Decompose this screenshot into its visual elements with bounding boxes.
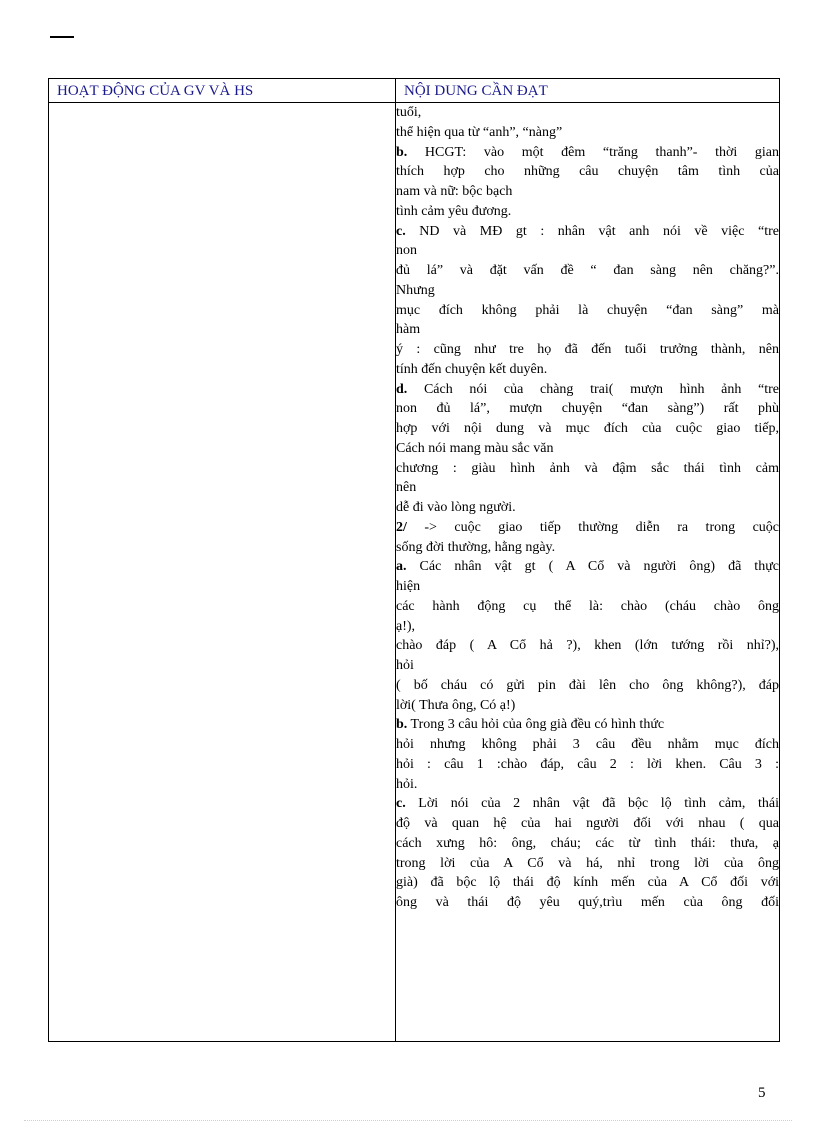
item-label: a. [396, 559, 407, 575]
content-line [396, 597, 779, 617]
line-text: lời( Thưa ông, Có ạ!) [396, 697, 516, 713]
content-line [396, 399, 779, 419]
column-header-content: NỘI DUNG CẦN ĐẠT [396, 79, 780, 103]
line-text: nam và nữ: bộc bạch [396, 184, 513, 199]
content-line [396, 380, 779, 400]
page-number: 5 [758, 1085, 766, 1101]
content-line [396, 834, 779, 854]
activities-cell [49, 103, 396, 1042]
item-label: b. [396, 717, 408, 733]
table-row [49, 103, 780, 1042]
line-text: độ và quan hệ của hai người đối với nhau ( qua [396, 816, 779, 831]
content-line [396, 419, 779, 439]
line-text: Lời nói của 2 nhân vật đã bộc lộ tình cảm, thái [405, 796, 779, 812]
content-line [396, 478, 779, 498]
line-text: thích hợp cho những câu chuyện tâm tình của [396, 164, 779, 180]
content-line [396, 261, 779, 281]
content-line [396, 577, 779, 597]
content-line [396, 162, 779, 182]
footer-dotted-rule [24, 1120, 792, 1121]
content-line [396, 222, 779, 242]
line-text: tuổi, [396, 105, 422, 120]
content-line [396, 103, 779, 123]
content-line [396, 459, 779, 479]
line-text: các hành động cụ thể là: chào (cháu chào ông [396, 598, 779, 614]
line-text: hiện [396, 579, 421, 594]
line-text: thể hiện qua từ “anh”, “nàng” [396, 124, 563, 140]
table-header-row [49, 79, 780, 103]
content-line [396, 281, 779, 301]
content-line [396, 794, 779, 814]
line-text: ông và thái độ yêu quý,trìu mến của ông đối [396, 895, 779, 910]
line-text: mục đích không phải là chuyện “đan sàng” mà [396, 302, 779, 318]
line-text: tình cảm yêu đương. [396, 203, 512, 219]
line-text: tính đến chuyện kết duyên. [396, 361, 548, 377]
line-text: cách xưng hô: ông, cháu; các từ tình thái: thưa, ạ [396, 835, 779, 851]
header-dash-mark [50, 36, 74, 38]
content-line [396, 241, 779, 261]
content-line [396, 893, 779, 913]
content-line [396, 873, 779, 893]
line-text: hỏi. [396, 776, 418, 792]
content-line [396, 696, 779, 716]
content-line [396, 676, 779, 696]
line-text: HCGT: vào một đêm “trăng thanh”- thời gian [407, 144, 779, 160]
content-line [396, 854, 779, 874]
line-text: hỏi [396, 658, 414, 673]
line-text: hỏi : câu 1 :chào đáp, câu 2 : lời khen. Câu 3 : [396, 756, 779, 772]
item-label: d. [396, 381, 408, 397]
line-text: già) đã bộc lộ thái độ kính mến của A Cổ đối với [396, 875, 779, 891]
line-text: ND và MĐ gt : nhân vật anh nói về việc “tre [405, 223, 779, 239]
line-text: dễ đi vào lòng người. [396, 500, 516, 515]
line-text: chương : giàu hình ảnh và đậm sắc thái tình cảm [396, 460, 779, 476]
line-text: nên [396, 480, 417, 496]
line-text: non đủ lá”, mượn chuyện “đan sàng”) rất phù [396, 401, 779, 417]
line-text: hỏi nhưng không phải 3 câu đều nhằm mục đích [396, 737, 779, 752]
line-text: hàm [396, 322, 421, 338]
content-line [396, 320, 779, 340]
content-line [396, 498, 779, 518]
line-text: ạ!), [396, 618, 416, 634]
line-text: non [396, 243, 417, 259]
content-line [396, 340, 779, 360]
content-line [396, 360, 779, 380]
line-text: Cách nói của chàng trai( mượn hình ảnh “tre [407, 381, 779, 397]
item-label: c. [396, 223, 406, 239]
content-line [396, 775, 779, 795]
content-line [396, 123, 779, 143]
content-line [396, 617, 779, 637]
item-label: b. [396, 144, 408, 160]
line-text: trong lời của A Cổ và há, nhỉ trong lời của ông [396, 855, 779, 871]
content-line [396, 755, 779, 775]
content-line [396, 439, 779, 459]
column-header-activities: HOẠT ĐỘNG CỦA GV VÀ HS [49, 79, 396, 103]
line-text: Cách nói mang màu sắc văn [396, 440, 554, 456]
item-label: c. [396, 796, 406, 812]
content-line [396, 182, 779, 202]
line-text: ý : cũng như tre họ đã đến tuổi trưởng thành, nên [396, 342, 779, 357]
content-line [396, 538, 779, 558]
item-label: 2/ [396, 519, 407, 535]
content-line [396, 518, 779, 538]
line-text: ( bố cháu có gửi pin đài lên cho ông không?), đáp [396, 677, 779, 693]
content-line [396, 143, 779, 163]
content-line [396, 636, 779, 656]
line-text: Nhưng [396, 282, 435, 298]
line-text: đủ lá” và đặt vấn đề “ đan sàng nên chăng?”. [396, 263, 779, 278]
line-text: Trong 3 câu hỏi của ông già đều có hình thức [407, 717, 665, 733]
line-text: chào đáp ( A Cổ hả ?), khen (lớn tướng rồi nhỉ?), [396, 638, 779, 654]
content-line [396, 715, 779, 735]
line-text: sống đời thường, hằng ngày. [396, 539, 556, 555]
line-text: -> cuộc giao tiếp thường diễn ra trong cuộc [406, 519, 779, 535]
content-line [396, 301, 779, 321]
content-line [396, 557, 779, 577]
content-cell [396, 103, 780, 1042]
content-line [396, 735, 779, 755]
content-line [396, 202, 779, 222]
lesson-table [48, 78, 780, 1042]
line-text: hợp với nội dung và mục đích của cuộc giao tiếp, [396, 421, 779, 436]
content-line [396, 814, 779, 834]
content-line [396, 656, 779, 676]
line-text: Các nhân vật gt ( A Cổ và người ông) đã thực [406, 559, 779, 575]
